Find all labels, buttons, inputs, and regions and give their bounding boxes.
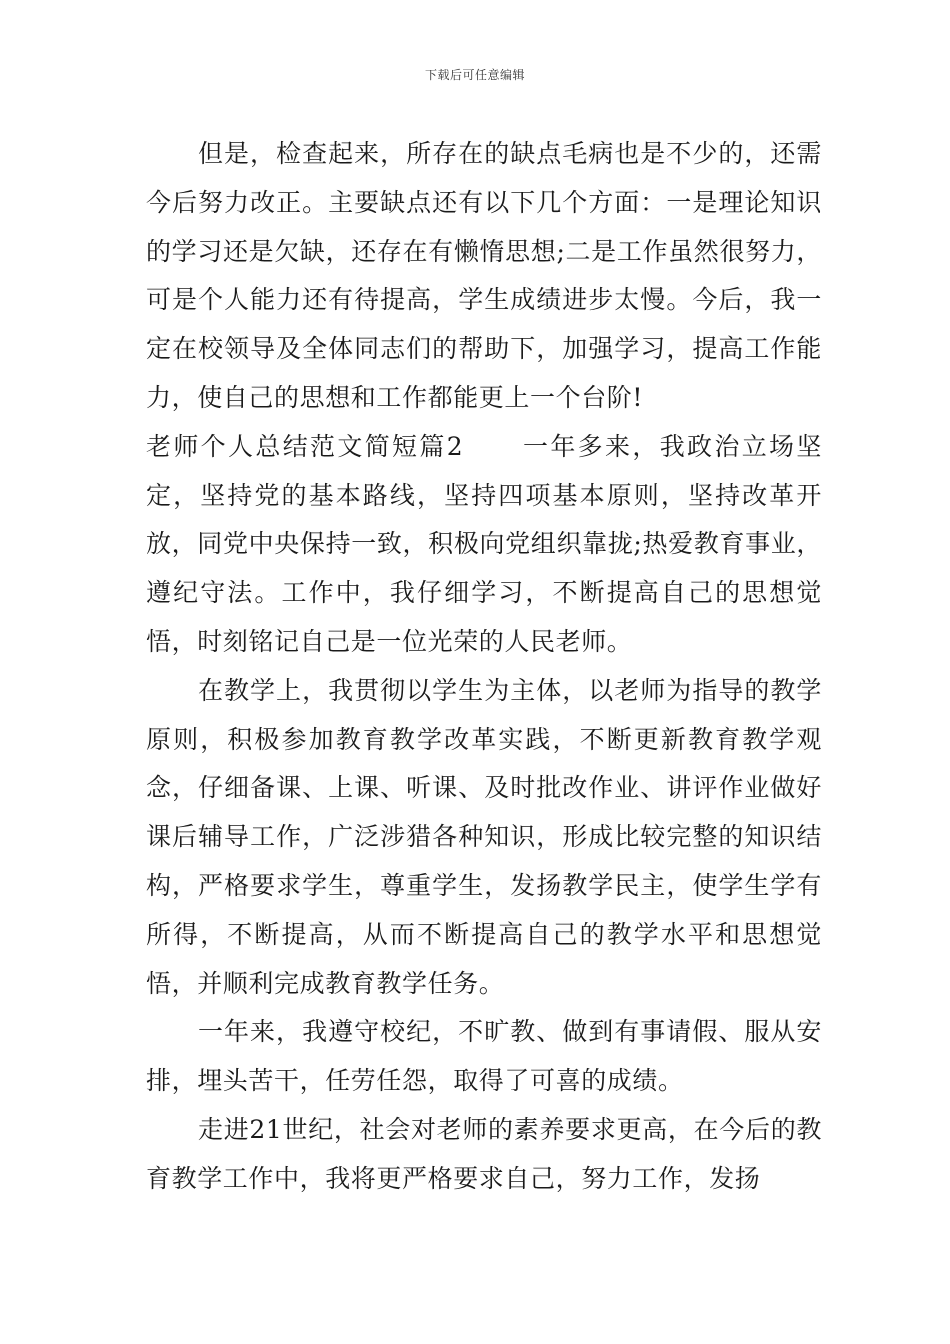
section-heading: 老师个人总结范文简短篇2	[146, 431, 464, 461]
paragraph-21st-century: 走进21世纪，社会对老师的素养要求更高，在今后的教育教学工作中，我将更严格要求自己，努力工作，发扬	[146, 1114, 822, 1193]
page-header: 下载后可任意编辑	[424, 68, 525, 82]
document-body	[146, 130, 822, 1204]
paragraph-teaching: 在教学上，我贯彻以学生为主体，以老师为指导的教学原则，积极参加教育教学改革实践，不断更新教育教学观念，仔细备课、上课、听课、及时批改作业、讲评作业做好课后辅导工作，广泛涉猎各种知识，形成比较完整的知识结构，严格要求学生，尊重学生，发扬教学民主，使学生学有所得，不断提高，从而不断提高自己的教学水平和思想觉悟，并顺利完成教育教学任务。	[146, 675, 822, 998]
paragraph-political-stance: 一年多来，我政治立场坚定，坚持党的基本路线，坚持四项基本原则，坚持改革开放，同党中央保持一致，积极向党组织靠拢;热爱教育事业，遵纪守法。工作中，我仔细学习，不断提高自己的思想觉悟，时刻铭记自己是一位光荣的人民老师。	[146, 431, 822, 656]
paragraph-shortcomings: 但是，检查起来，所存在的缺点毛病也是不少的，还需今后努力改正。主要缺点还有以下几个方面：一是理论知识的学习还是欠缺，还存在有懒惰思想;二是工作虽然很努力，可是个人能力还有待提高，学生成绩进步太慢。今后，我一定在校领导及全体同志们的帮助下，加强学习，提高工作能力，使自己的思想和工作都能更上一个台阶!	[146, 139, 822, 412]
paragraph-discipline: 一年来，我遵守校纪，不旷教、做到有事请假、服从安排，埋头苦干，任劳任怨，取得了可喜的成绩。	[146, 1017, 822, 1096]
paragraph-heading-line	[146, 423, 822, 667]
